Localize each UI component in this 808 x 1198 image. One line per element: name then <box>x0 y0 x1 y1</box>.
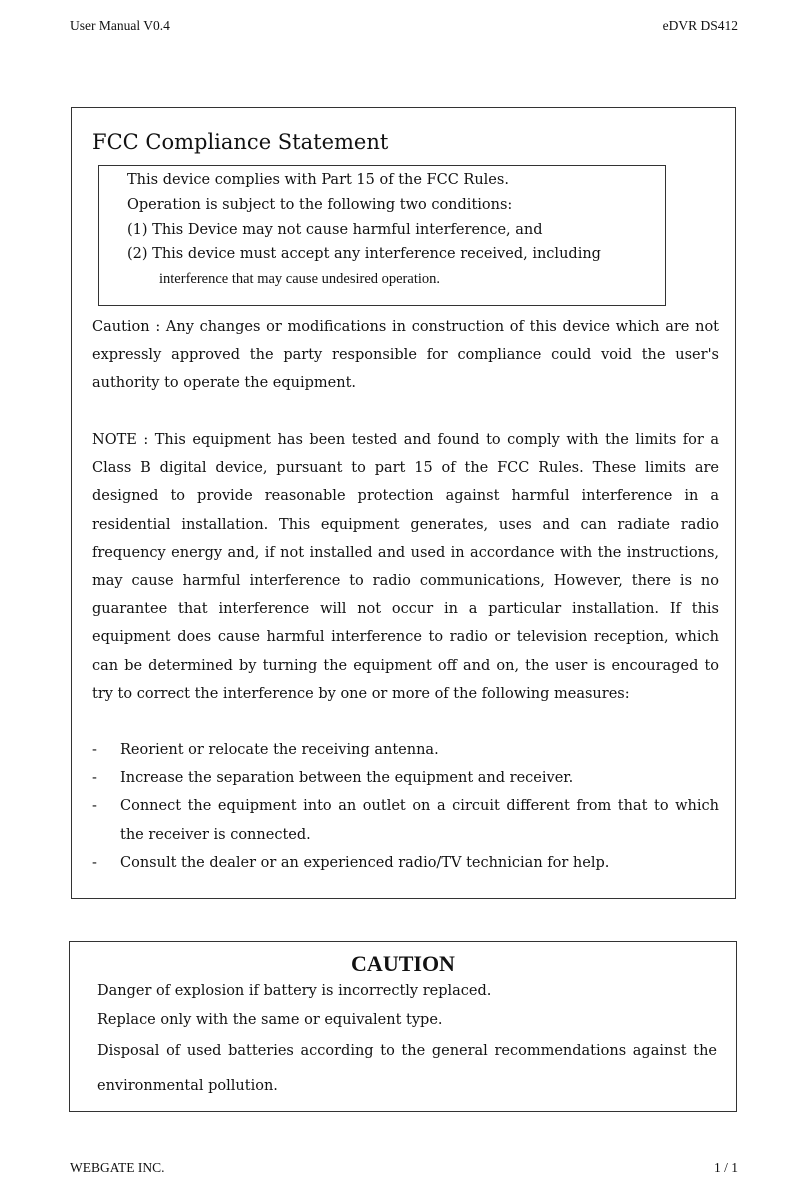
caution-disposal-text: Disposal of used batteries according to the general recommendations against the environmental pollution. <box>97 1043 717 1094</box>
list-item <box>92 736 719 764</box>
bullet-dash: - <box>92 854 97 871</box>
note-paragraph: NOTE : This equipment has been tested and found to comply with the limits for a Class B digital device, pursuant to part 15 of the FCC Rules. These limits are designed to provide reasonable protection against harmful interference in a residential installation. This equipment generates, uses and can radiate radio frequency energy and, if not installed and used in accordance with the instructions, may cause harmful interference to radio communications, However, there is no guarantee that interference will not occur in a particular installation. If this equipment does cause harmful interference to radio or television reception, which can be determined by turning the equipment off and on, the user is encouraged to try to correct the interference by one or more of the following measures: <box>92 432 719 702</box>
header-manual-version: User Manual V0.4 <box>70 18 170 33</box>
list-item <box>92 792 719 848</box>
caution-line: Danger of explosion if battery is incorrectly replaced. <box>97 983 492 999</box>
measures-list <box>92 736 719 877</box>
caution-paragraph: Caution : Any changes or modifications in construction of this device which are not expressly approved the party responsible for compliance could void the user's authority to operate the equipment. <box>92 319 719 392</box>
statement-line: interference that may cause undesired operation. <box>159 271 441 287</box>
measure-text: Increase the separation between the equipment and receiver. <box>120 770 574 787</box>
list-item <box>92 849 719 877</box>
caution-line: Replace only with the same or equivalent type. <box>97 1012 443 1028</box>
statement-line: (1) This Device may not cause harmful interference, and <box>127 222 543 238</box>
bullet-dash: - <box>92 742 97 758</box>
bullet-dash: - <box>92 798 97 815</box>
footer-company: WEBGATE INC. <box>70 1160 165 1175</box>
footer-page-number: 1 / 1 <box>713 1160 738 1175</box>
list-item <box>92 764 719 792</box>
header-model-name: eDVR DS412 <box>662 18 738 33</box>
bullet-dash: - <box>92 770 97 787</box>
statement-line: (2) This device must accept any interference received, including <box>127 246 601 262</box>
measure-text: Reorient or relocate the receiving antenna. <box>120 742 439 758</box>
fcc-title: FCC Compliance Statement <box>92 130 389 154</box>
statement-line: Operation is subject to the following two conditions: <box>127 197 513 213</box>
statement-line: This device complies with Part 15 of the FCC Rules. <box>127 172 509 188</box>
battery-caution-box <box>69 941 737 1112</box>
measure-text: Connect the equipment into an outlet on a circuit different from that to which the receiver is connected. <box>120 798 719 843</box>
measure-text: Consult the dealer or an experienced radio/TV technician for help. <box>120 854 610 871</box>
fcc-compliance-box <box>71 107 736 899</box>
fcc-statement-box <box>98 165 666 306</box>
caution-title: CAUTION <box>351 951 455 976</box>
